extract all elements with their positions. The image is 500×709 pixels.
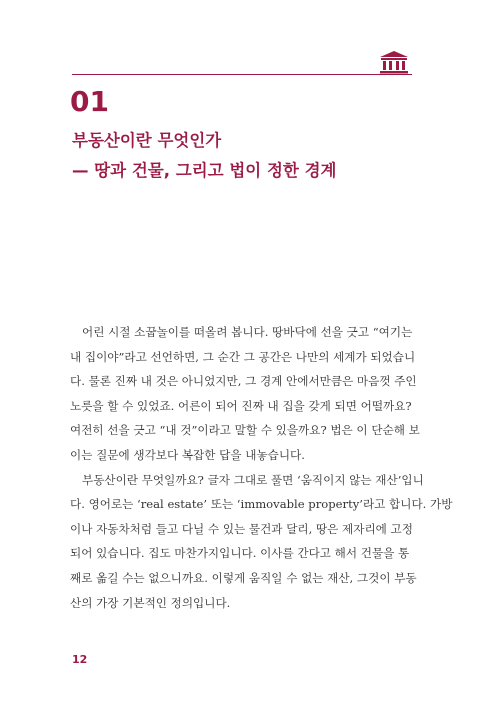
page-number: 12 — [72, 653, 88, 666]
body-text — [70, 320, 453, 615]
chapter-title — [72, 126, 336, 186]
body-line: 되어 있습니다. 집도 마찬가지입니다. 이사를 간다고 해서 건물을 통 — [70, 546, 410, 561]
body-line: 다. 물론 진짜 내 것은 아니었지만, 그 경계 안에서만큼은 마음껏 주인 — [70, 374, 417, 389]
body-line: 이나 자동차처럼 들고 다닐 수 있는 물건과 달리, 땅은 제자리에 고정 — [70, 521, 413, 536]
chapter-title-line-2: — 땅과 건물, 그리고 법이 정한 경계 — [72, 161, 337, 180]
header-rule — [72, 74, 412, 75]
classical-building-icon — [379, 50, 409, 74]
body-line: 산의 가장 기본적인 정의입니다. — [70, 595, 231, 610]
body-line: 노릇을 할 수 있었죠. 어른이 되어 진짜 내 집을 갖게 되면 어떨까요? — [70, 398, 412, 413]
body-line: 내 집이야”라고 선언하면, 그 순간 그 공간은 나만의 세계가 되었습니 — [70, 349, 416, 364]
body-line: 다. 영어로는 ‘real estate’ 또는 ‘immovable property’라고 합니다. 가방 — [70, 497, 453, 512]
chapter-title-line-1: 부동산이란 무엇인가 — [72, 131, 222, 150]
body-line: 여전히 선을 긋고 “내 것”이라고 말할 수 있을까요? 법은 이 단순해 보 — [70, 423, 420, 438]
body-line: 부동산이란 무엇일까요? 글자 그대로 풀면 ‘움직이지 않는 재산’입니 — [82, 472, 424, 487]
body-line: 째로 옮길 수는 없으니까요. 이렇게 움직일 수 없는 재산, 그것이 부동 — [70, 570, 417, 585]
body-line: 이는 질문에 생각보다 복잡한 답을 내놓습니다. — [70, 447, 305, 462]
chapter-number: 01 — [70, 85, 109, 118]
body-line: 어린 시절 소꿉놀이를 떠올려 봅니다. 땅바닥에 선을 긋고 “여기는 — [82, 325, 413, 339]
